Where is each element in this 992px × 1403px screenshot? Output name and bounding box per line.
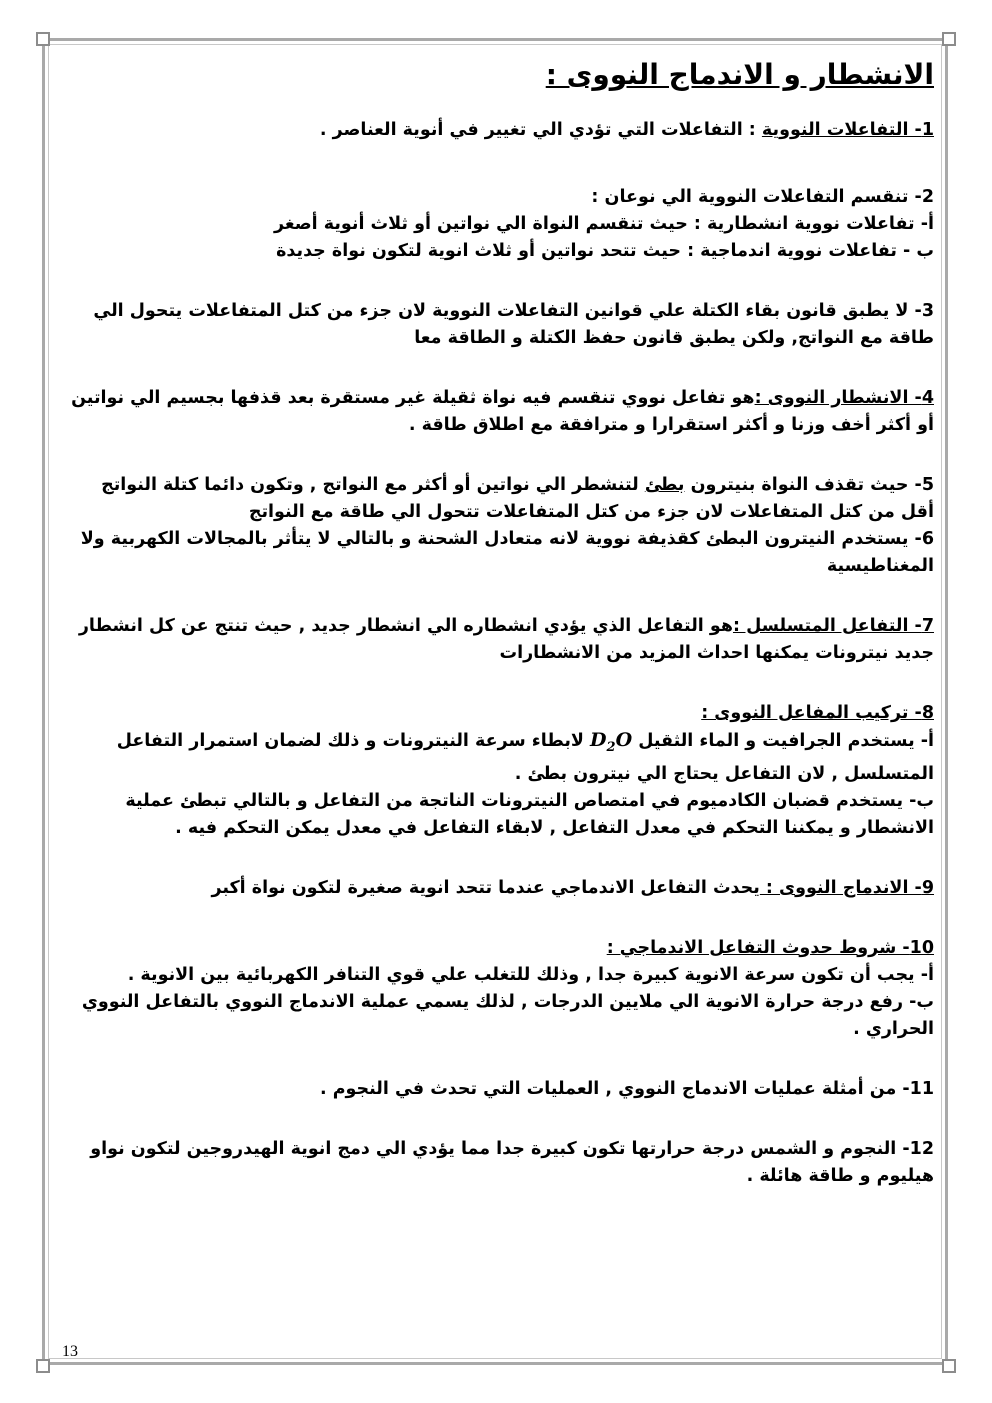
paragraph-12-line-2: هيليوم و طاقة هائلة . xyxy=(746,1165,934,1186)
definition-text: هو التفاعل الذي يؤدي انشطاره الي انشطار جديد , حيث تنتج عن كل انشطار xyxy=(78,616,733,636)
definition-text: يحدث التفاعل الاندماجي عندما تتحد انوية صغيرة لتكون نواة أكبر xyxy=(211,877,760,898)
definition-text: : التفاعلات التي تؤدي الي تغيير في أنوية العناصر . xyxy=(319,120,762,140)
paragraph-1-line xyxy=(72,117,934,144)
text-fragment: 5- حيث تقذف النواة بنيترون xyxy=(684,475,934,495)
paragraph-4-line-1 xyxy=(72,385,934,412)
paragraph-5-line-2: أقل من كتل المتفاعلات لان جزء من كتل المتفاعلات تتحول الي طاقة مع النواتج xyxy=(248,502,934,522)
paragraph-4 xyxy=(72,385,934,439)
term-nuclear-reactions: 1- التفاعلات النووية xyxy=(761,120,934,140)
document-body xyxy=(72,55,934,1223)
paragraph-2-line-2: أ- تفاعلات نووية انشطارية : حيث تنقسم النواة الي نواتين أو ثلاث أنوية أصغر xyxy=(273,214,934,234)
term-nuclear-fusion: 9- الاندماج النووى : xyxy=(759,877,934,898)
definition-text: هو تفاعل نووي تنقسم فيه نواة ثقيلة غير مستقرة بعد قذفها بجسيم الي نواتين xyxy=(71,388,755,408)
paragraph-11 xyxy=(72,1076,934,1103)
text-fragment: لابطاء سرعة النيترونات و ذلك لضمان استمرار التفاعل xyxy=(116,731,591,751)
page-number: 13 xyxy=(62,1343,78,1360)
formula-symbol: O xyxy=(615,729,633,751)
paragraph-8-line-b2: الانشطار و يمكننا التحكم في معدل التفاعل , لابقاء التفاعل في معدل يمكن التحكم فيه . xyxy=(175,817,934,838)
paragraph-8-line-a2: المتسلسل , لان التفاعل يحتاج الي نيترون بطئ . xyxy=(514,763,934,784)
paragraph-1 xyxy=(72,117,934,144)
corner-ornament-top-left xyxy=(36,32,50,46)
paragraph-10-line-3: الحراري . xyxy=(853,1018,934,1039)
corner-ornament-top-right xyxy=(942,32,956,46)
paragraph-4-line-2: أو أكثر أخف وزنا و أكثر استقرارا و مترافقة مع اطلاق طاقة . xyxy=(408,415,934,435)
term-slow: بطئ xyxy=(644,475,685,495)
paragraph-9-line xyxy=(72,875,934,902)
paragraph-12 xyxy=(72,1136,934,1190)
fusion-conditions-heading: 10- شروط حدوث التفاعل الاندماجي : xyxy=(606,937,934,958)
paragraph-2-line-3: ب - تفاعلات نووية اندماجية : حيث تتحد نواتين أو ثلاث انوية لتكون نواة جديدة xyxy=(276,241,934,261)
corner-ornament-bottom-left xyxy=(36,1359,50,1373)
paragraph-6 xyxy=(72,526,934,580)
paragraph-2 xyxy=(72,184,934,265)
corner-ornament-bottom-right xyxy=(942,1359,956,1373)
formula-symbol: D xyxy=(590,729,607,751)
paragraph-8-line-a1 xyxy=(72,727,934,761)
heavy-water-formula xyxy=(590,729,633,755)
paragraph-10-line-1: أ- يجب أن تكون سرعة الانوية كبيرة جدا , وذلك للتغلب علي قوي التنافر الكهربائية بين الانوية . xyxy=(127,964,934,985)
paragraph-3 xyxy=(72,298,934,352)
paragraph-3-line-2: طاقة مع النواتج, ولكن يطبق قانون حفظ الكتلة و الطاقة معا xyxy=(414,328,934,348)
paragraph-2-line-1: 2- تنقسم التفاعلات النووية الي نوعان : xyxy=(591,187,934,207)
paragraph-11-line-1: 11- من أمثلة عمليات الاندماج النووي , العمليات التي تحدث في النجوم . xyxy=(319,1078,934,1099)
paragraph-10-line-2: ب- رفع درجة حرارة الانوية الي ملايين الدرجات , لذلك يسمي عملية الاندماج النووي بالتفاعل النووي xyxy=(81,991,934,1012)
paragraph-6-line-2: المغناطيسية xyxy=(826,556,934,576)
paragraph-12-line-1: 12- النجوم و الشمس درجة حرارتها تكون كبيرة جدا مما يؤدي الي دمج انوية الهيدروجين لتكون نواو xyxy=(90,1138,934,1159)
reactor-heading: 8- تركيب المفاعل النووى : xyxy=(701,703,934,723)
formula-subscript: 2 xyxy=(606,739,616,755)
term-chain-reaction: 7- التفاعل المتسلسل : xyxy=(732,616,934,636)
text-fragment: لتنشطر الي نواتين أو أكثر مع النواتج , وتكون دائما كتلة النواتج xyxy=(101,475,645,495)
paragraph-7-line-2: جديد نيترونات يمكنها احداث المزيد من الانشطارات xyxy=(499,643,934,663)
term-nuclear-fission: 4- الانشطار النووى : xyxy=(754,388,934,408)
paragraph-8-line-b1: ب- يستخدم قضبان الكادميوم في امتصاص النيترونات الناتجة من التفاعل و بالتالي تبطئ عملية xyxy=(125,790,934,811)
paragraph-5 xyxy=(72,472,934,526)
paragraph-7 xyxy=(72,613,934,667)
paragraph-3-line-1: 3- لا يطبق قانون بقاء الكتلة علي قوانين التفاعلات النووية لان جزء من كتل المتفاعلات يتحول الي xyxy=(93,301,934,321)
paragraph-8 xyxy=(72,700,934,842)
paragraph-7-line-1 xyxy=(72,613,934,640)
paragraph-9 xyxy=(72,875,934,902)
paragraph-5-line-1 xyxy=(72,472,934,499)
text-fragment: أ- يستخدم الجرافيت و الماء الثقيل xyxy=(632,731,934,751)
paragraph-6-line-1: 6- يستخدم النيترون البطئ كقذيفة نووية لانه متعادل الشحنة و بالتالي لا يتأثر بالمجالات الكهربية ولا xyxy=(80,529,934,549)
page-title: الانشطار و الاندماج النووى : xyxy=(545,58,934,91)
paragraph-10 xyxy=(72,935,934,1043)
